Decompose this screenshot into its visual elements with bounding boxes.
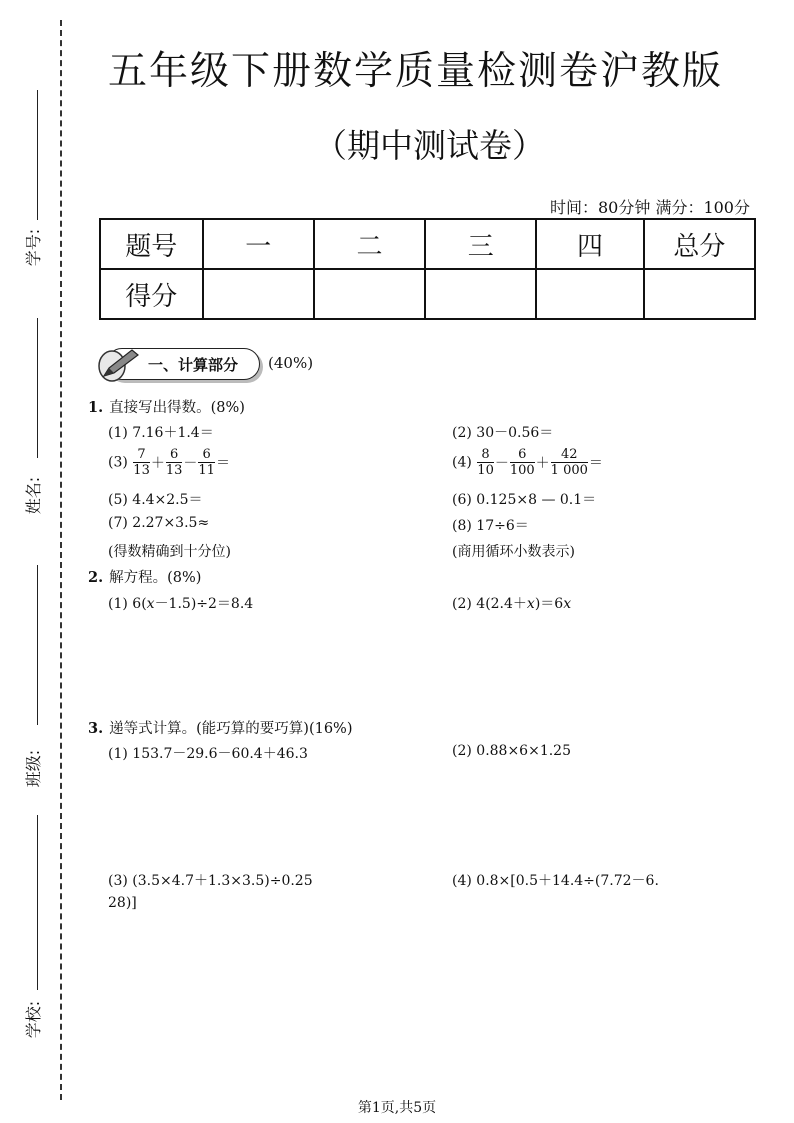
score-table-header-cell: 二 [314, 219, 425, 269]
section-label: 一、计算部分 [148, 356, 239, 374]
fraction [477, 447, 494, 478]
class-label: 班级: [24, 749, 44, 788]
fraction [166, 447, 183, 478]
q1-item-4-prefix: (4) [452, 454, 472, 471]
score-row-label: 得分 [100, 269, 203, 319]
q1-item-2: (2) 30－0.56＝ [452, 425, 554, 441]
section-percent: (40%) [268, 354, 314, 372]
denominator: 10 [477, 463, 494, 478]
q1-item-6: (6) 0.125×8 — 0.1＝ [452, 492, 597, 508]
variable-x: x [526, 596, 535, 612]
q1-item-3 [108, 447, 230, 478]
q3-item-2: (2) 0.88×6×1.25 [452, 743, 571, 759]
operator: ＋ [150, 455, 165, 472]
equals: ＝ [588, 455, 603, 472]
question-3-title [88, 717, 353, 738]
q1-item-8: (8) 17÷6＝ [452, 518, 529, 534]
question-1-number: 1. [88, 399, 104, 416]
name-label: 姓名: [24, 476, 44, 515]
q3-item-3: (3) (3.5×4.7＋1.3×3.5)÷0.25 [108, 873, 313, 889]
question-3-number: 3. [88, 720, 104, 737]
score-cell[interactable] [203, 269, 314, 319]
question-2-text: 解方程。(8%) [109, 570, 202, 586]
operator: － [183, 455, 198, 472]
q3-item-4: (4) 0.8×[0.5＋14.4÷(7.72－6. [452, 873, 659, 889]
score-cell[interactable] [536, 269, 643, 319]
student-id-line [37, 90, 38, 220]
q2-item-1-part: －1.5)÷2＝8.4 [154, 596, 254, 612]
q2-item-1 [108, 593, 253, 613]
q1-item-7: (7) 2.27×3.5≈ [108, 515, 210, 531]
page-title: 五年级下册数学质量检测卷沪教版 [108, 49, 724, 94]
question-2-number: 2. [88, 569, 104, 586]
score-table-header-cell: 总分 [644, 219, 755, 269]
denominator: 11 [198, 463, 215, 478]
numerator: 8 [477, 447, 494, 463]
q1-item-1: (1) 7.16＋1.4＝ [108, 425, 214, 441]
denominator: 1 000 [550, 463, 588, 478]
score-table-header-cell: 题号 [100, 219, 203, 269]
question-1-title [88, 396, 245, 417]
section-badge [96, 344, 262, 384]
page-number: 第1页,共5页 [357, 1100, 437, 1116]
binding-dashed-line [60, 20, 62, 1100]
numerator: 7 [133, 447, 150, 463]
variable-x: x [563, 596, 572, 612]
numerator: 42 [551, 447, 588, 463]
page-subtitle: （期中测试卷） [314, 126, 545, 165]
student-id-label: 学号: [24, 228, 44, 267]
q2-item-2-part: (2) 4(2.4＋ [452, 596, 527, 612]
score-cell[interactable] [425, 269, 536, 319]
fraction [133, 447, 150, 478]
exam-meta: 时间：80分钟 满分：100分 [550, 198, 750, 217]
variable-x: x [146, 596, 155, 612]
operator: － [494, 455, 509, 472]
q1-item-7-note: (得数精确到十分位) [108, 544, 231, 560]
class-line [37, 565, 38, 725]
school-label: 学校: [24, 1000, 44, 1039]
question-3-text: 递等式计算。(能巧算的要巧算)(16%) [109, 721, 353, 737]
q2-item-1-part: (1) 6( [108, 596, 147, 612]
q2-item-2 [452, 593, 571, 613]
fraction [198, 447, 215, 478]
operator: ＋ [535, 455, 550, 472]
score-cell[interactable] [314, 269, 425, 319]
school-line [37, 815, 38, 990]
score-cell[interactable] [644, 269, 755, 319]
numerator: 6 [510, 447, 535, 463]
q1-item-8-note: (商用循环小数表示) [452, 544, 575, 560]
pencil-icon [96, 344, 146, 384]
denominator: 13 [165, 463, 183, 478]
q3-item-1: (1) 153.7－29.6－60.4＋46.3 [108, 746, 308, 762]
numerator: 6 [198, 447, 215, 463]
numerator: 6 [166, 447, 183, 463]
q3-item-4-continuation: 28)] [108, 895, 137, 911]
score-table-header-cell: 四 [536, 219, 643, 269]
denominator: 100 [509, 463, 535, 478]
score-table-header-cell: 三 [425, 219, 536, 269]
equals: ＝ [215, 455, 230, 472]
fraction [510, 447, 535, 478]
denominator: 13 [133, 463, 150, 478]
q1-item-4 [452, 447, 603, 478]
q1-item-3-prefix: (3) [108, 454, 128, 471]
score-table [99, 218, 756, 320]
q1-item-5: (5) 4.4×2.5＝ [108, 492, 203, 508]
question-1-text: 直接写出得数。(8%) [109, 400, 245, 416]
q2-item-2-part: )＝6 [534, 596, 564, 612]
score-table-header-cell: 一 [203, 219, 314, 269]
question-2-title [88, 566, 201, 587]
name-line [37, 318, 38, 458]
fraction [551, 447, 588, 478]
